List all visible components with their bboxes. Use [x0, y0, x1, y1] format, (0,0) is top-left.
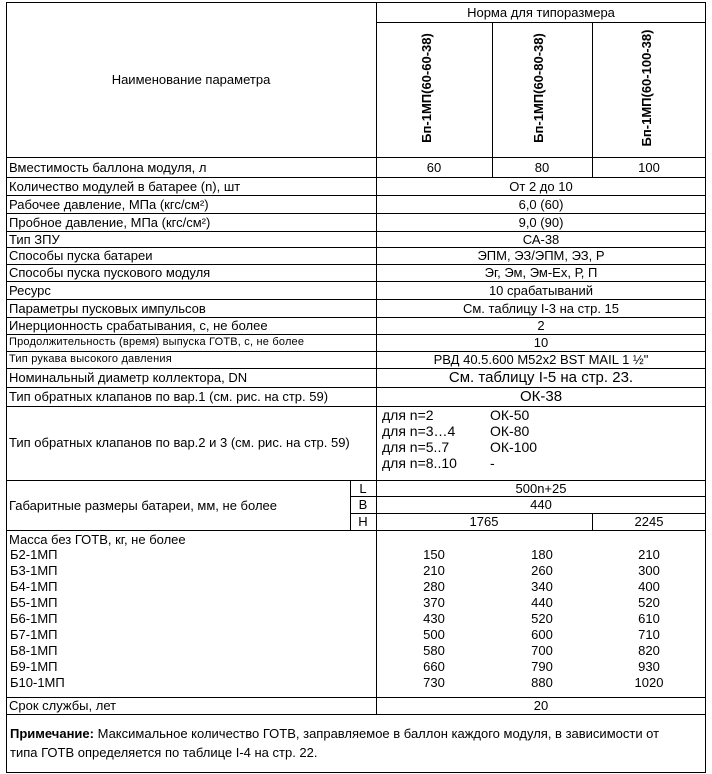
mass-value: 500 [423, 627, 445, 642]
grid-line [6, 177, 706, 178]
test-pressure-value: 9,0 (90) [518, 214, 564, 230]
note-text: Максимальное количество ГОТВ, заправляемое в баллон каждого модуля, в зависимости от типа ГОТВ определяется по таблице I-4 на стр. 22. [10, 726, 660, 760]
mass-value: 790 [531, 659, 553, 674]
mass-value: 580 [423, 643, 445, 658]
mass-value: 300 [638, 563, 660, 578]
capacity-value-2: 80 [534, 159, 550, 175]
collector-value: См. таблицу I-5 на стр. 23. [448, 369, 634, 386]
param-name-header: Наименование параметра [111, 72, 271, 87]
work-pressure-value: 6,0 (60) [518, 196, 564, 212]
valve-item: ОК-50 [490, 407, 530, 423]
dimension-l-label: L [359, 480, 367, 496]
mass-value: 710 [638, 627, 660, 642]
service-life-label: Срок службы, лет [9, 698, 117, 713]
valve-item: - [490, 455, 495, 471]
zpu-type-value: СА-38 [522, 231, 560, 247]
dimension-b-value: 440 [530, 497, 552, 512]
mass-types [10, 547, 130, 697]
mass-value: 260 [531, 563, 553, 578]
resource-label: Ресурс [9, 282, 51, 298]
mass-value: 440 [531, 595, 553, 610]
mass-value: 660 [423, 659, 445, 674]
mass-value: 930 [638, 659, 660, 674]
mass-value: 600 [531, 627, 553, 642]
mass-value: 210 [638, 547, 660, 562]
mass-value: 820 [638, 643, 660, 658]
check-valve-1-label: Тип обратных клапанов по вар.1 (см. рис. на стр. 59) [9, 389, 329, 404]
grid-line [6, 247, 706, 248]
valve-item: ОК-100 [490, 439, 538, 455]
grid-line [6, 480, 706, 481]
model-header-2: Бп-1МП(60-80-38) [531, 33, 546, 143]
grid-line [350, 480, 351, 530]
grid-line [6, 714, 706, 715]
grid-line [350, 513, 706, 514]
mass-value: 210 [423, 563, 445, 578]
capacity-value-3: 100 [638, 159, 660, 175]
hose-type-value: РВД 40.5.600 М52х2 BST MAIL 1 ½" [433, 352, 649, 367]
impulse-params-label: Параметры пусковых импульсов [9, 300, 206, 316]
test-pressure-label: Пробное давление, МПа (кгс/см²) [9, 214, 211, 230]
mass-type: Б2-1МП [10, 547, 58, 562]
mass-type: Б7-1МП [10, 627, 58, 642]
model-header-3: Бп-1МП(60-100-38) [639, 29, 654, 147]
inertia-label: Инерционность срабатывания, с, не более [9, 318, 268, 333]
model-header-1: Бп-1МП(60-60-38) [419, 33, 434, 143]
check-valve-1-value: ОК-38 [519, 388, 563, 405]
grid-line [376, 2, 377, 714]
modules-count-label: Количество модулей в батарее (n), шт [9, 178, 241, 194]
check-valve-23-values [490, 407, 610, 479]
service-life-value: 20 [533, 698, 549, 713]
condition-item: для n=3…4 [382, 423, 456, 439]
note [10, 724, 678, 762]
duration-value: 10 [533, 335, 549, 350]
mass-type: Б6-1МП [10, 611, 58, 626]
work-pressure-label: Рабочее давление, МПа (кгс/см²) [9, 196, 209, 212]
mass-type: Б4-1МП [10, 579, 58, 594]
mass-value: 700 [531, 643, 553, 658]
grid-line [6, 406, 706, 407]
condition-item: для n=8..10 [382, 455, 457, 471]
grid-line [6, 387, 706, 388]
dimension-b-label: В [358, 497, 368, 512]
mass-col-2 [492, 547, 592, 697]
grid-line [6, 281, 706, 282]
mass-type: Б3-1МП [10, 563, 58, 578]
mass-type: Б10-1МП [10, 675, 65, 690]
mass-value: 280 [423, 579, 445, 594]
grid-line [592, 513, 593, 530]
mass-col-1 [376, 547, 492, 697]
inertia-value: 2 [537, 318, 545, 333]
grid-line [6, 264, 706, 265]
mass-label: Масса без ГОТВ, кг, не более [9, 531, 186, 547]
mass-value: 430 [423, 611, 445, 626]
grid-line [376, 22, 706, 23]
grid-line [6, 317, 706, 318]
dimension-h-value-2: 2245 [634, 514, 664, 529]
mass-type: Б8-1МП [10, 643, 58, 658]
grid-line [6, 772, 706, 773]
parameters-table [6, 2, 706, 772]
dimension-h-label: Н [358, 514, 368, 529]
mass-value: 880 [531, 675, 553, 690]
grid-line [6, 195, 706, 196]
zpu-type-label: Тип ЗПУ [9, 231, 60, 247]
mass-value: 400 [638, 579, 660, 594]
capacity-label: Вместимость баллона модуля, л [9, 159, 207, 175]
dimension-h-value-1: 1765 [469, 514, 499, 529]
mass-value: 730 [423, 675, 445, 690]
dimensions-label: Габаритные размеры батареи, мм, не более [9, 497, 277, 513]
module-start-label: Способы пуска пускового модуля [9, 265, 211, 280]
condition-item: для n=2 [382, 407, 434, 423]
mass-value: 520 [531, 611, 553, 626]
hose-type-label: Тип рукава высокого давления [9, 353, 172, 365]
grid-line [705, 2, 706, 773]
grid-line [6, 530, 706, 531]
norm-header: Норма для типоразмера [467, 4, 615, 20]
grid-line [6, 351, 706, 352]
condition-item: для n=5..7 [382, 439, 450, 455]
check-valve-23-conditions [382, 407, 482, 479]
mass-value: 520 [638, 595, 660, 610]
grid-line [6, 213, 706, 214]
grid-line [350, 496, 706, 497]
check-valve-23-label: Тип обратных клапанов по вар.2 и 3 (см. рис. на стр. 59) [9, 435, 350, 450]
mass-value: 1020 [634, 675, 664, 690]
grid-line [6, 2, 7, 773]
capacity-value-1: 60 [426, 159, 442, 175]
collector-label: Номинальный диаметр коллектора, DN [9, 370, 248, 385]
dimension-l-value: 500n+25 [515, 480, 567, 496]
grid-line [6, 157, 706, 158]
grid-line [592, 22, 593, 177]
grid-line [6, 334, 706, 335]
battery-start-value: ЭПМ, ЭЗ/ЭПМ, ЭЗ, Р [477, 248, 605, 263]
mass-value: 150 [423, 547, 445, 562]
grid-line [6, 368, 706, 369]
mass-value: 180 [531, 547, 553, 562]
valve-item: ОК-80 [490, 423, 530, 439]
grid-line [6, 299, 706, 300]
grid-line [492, 22, 493, 177]
mass-value: 610 [638, 611, 660, 626]
note-title: Примечание: [10, 726, 94, 741]
grid-line [6, 697, 706, 698]
mass-type: Б9-1МП [10, 659, 58, 674]
battery-start-label: Способы пуска батареи [9, 248, 153, 263]
grid-line [6, 2, 706, 3]
module-start-value: Эг, Эм, Эм-Ех, Р, П [484, 265, 598, 280]
mass-col-3 [592, 547, 706, 697]
mass-value: 340 [531, 579, 553, 594]
duration-label: Продолжительность (время) выпуска ГОТВ, с, не более [9, 336, 305, 348]
grid-line [6, 231, 706, 232]
modules-count-value: От 2 до 10 [509, 178, 573, 194]
mass-value: 370 [423, 595, 445, 610]
impulse-params-value: См. таблицу I-3 на стр. 15 [462, 300, 620, 316]
mass-type: Б5-1МП [10, 595, 58, 610]
resource-value: 10 срабатываний [488, 282, 594, 298]
